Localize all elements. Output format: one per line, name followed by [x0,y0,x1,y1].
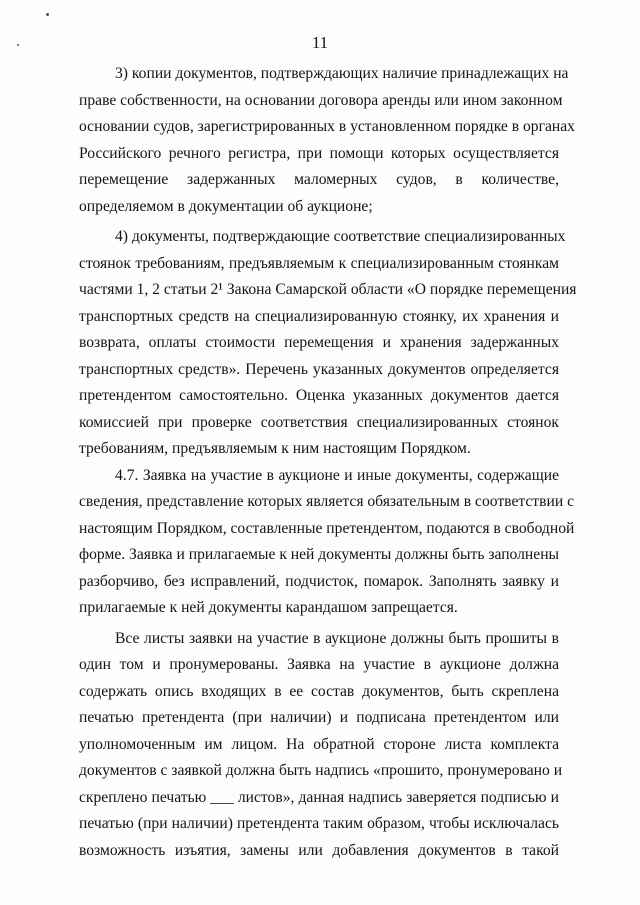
text-line: скреплено печатью ___ листов», данная надпись заверяется подписью и [79,788,559,806]
text-line: основании судов, зарегистрированных в установленном порядке в органах [79,118,575,135]
paragraph-item-3 [79,61,575,220]
text-line: печатью претендента (при наличии) и подписана претендентом или [79,709,559,726]
text-line: возможность изъятия, замены или добавления документов в такой [79,841,559,859]
paragraph-clause-4-7 [79,463,575,622]
paragraph-sheets [79,626,563,865]
text-line: сведения, представление которых является обязательным в соответствии с [79,493,574,510]
text-line: претендентом самостоятельно. Оценка указанных документов дается [79,387,559,404]
text-line: требованиям, предъявляемым к ним настоящим Порядком. [79,440,471,457]
text-line: документов с заявкой должна быть надпись «прошито, пронумеровано и [79,762,563,779]
text-line: печатью (при наличии) претендента таким образом, чтобы исключалась [79,815,559,832]
text-line: праве собственности, на основании договора аренды или ином законном [79,91,563,109]
text-line: Российского речного регистра, при помощи которых осуществляется [79,144,559,162]
text-line: прилагаемые к ней документы карандашом запрещается. [79,599,458,616]
text-line: комиссией при проверке соответствия специализированных стоянок [79,413,559,431]
text-line: перемещение задержанных маломерных судов, в количестве, [79,171,559,188]
paragraph-item-4 [79,224,577,463]
text-line: один том и пронумерованы. Заявка на участие в аукционе должна [79,656,559,673]
text-line: стоянок требованиям, предъявляемым к специализированным стоянкам [79,254,559,272]
page-number: 11 [311,33,329,52]
text-line: возврата, оплаты стоимости перемещения и хранения задержанных [79,334,559,351]
text-line: частями 1, 2 статьи 2¹ Закона Самарской области «О порядке перемещения [79,281,577,298]
text-line: разборчиво, без исправлений, подчисток, помарок. Заполнять заявку и [79,572,559,590]
text-line: Все листы заявки на участие в аукционе должны быть прошиты в [115,629,559,647]
text-line: настоящим Порядком, составленные претендентом, подаются в свободной [79,519,575,537]
document-body [79,61,577,864]
text-line: содержать опись входящих в ее состав документов, быть скреплена [79,682,559,700]
text-line: уполномоченным им лицом. На обратной стороне листа комплекта [79,735,559,753]
text-line: определяемом в документации об аукционе; [79,197,373,215]
text-line: форме. Заявка и прилагаемые к ней документы должны быть заполнены [79,546,560,563]
scan-speck [46,13,49,16]
text-line: транспортных средств». Перечень указанных документов определяется [79,360,559,378]
text-line: транспортных средств на специализированную стоянку, их хранения и [79,307,559,325]
text-line: 4.7. Заявка на участие в аукционе и иные документы, содержащие [115,466,559,484]
text-line: 4) документы, подтверждающие соответствие специализированных [115,228,566,245]
text-line: 3) копии документов, подтверждающих наличие принадлежащих на [115,65,569,82]
